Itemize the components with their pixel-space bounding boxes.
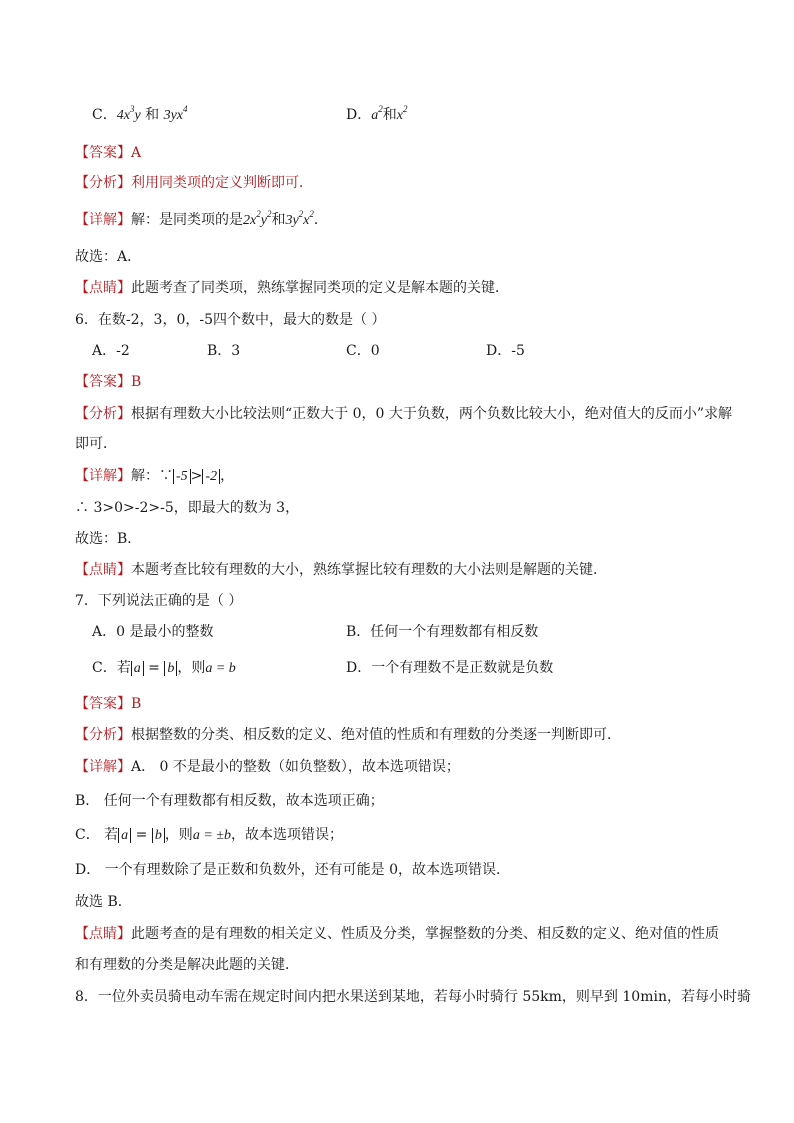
- q6-analysis-line2: 即可．: [75, 436, 117, 452]
- analysis-tag: 【分析】: [75, 406, 131, 422]
- abs-value: b: [152, 828, 165, 843]
- q7-detail-b: B． 任何一个有理数都有相反数，故本选项正确；: [75, 793, 384, 809]
- q7-comment-line2: 和有理数的分类是解决此题的关键．: [75, 957, 299, 973]
- abs-value: a: [118, 828, 131, 843]
- q5-answer: 【答案】A: [75, 145, 142, 161]
- q6-comment: 【点睛】本题考查比较有理数的大小，熟练掌握比较有理数的大小法则是解题的关键．: [75, 562, 607, 578]
- q6-choose: 故选：B．: [75, 531, 142, 547]
- analysis-tag: 【分析】: [75, 727, 131, 743]
- q7-comment-line1: 【点睛】此题考查的是有理数的相关定义、性质及分类，掌握整数的分类、相反数的定义、绝对值的性质: [75, 926, 719, 942]
- q7-choose: 故选 B．: [75, 894, 132, 910]
- q6-option-a: A．-2: [92, 343, 130, 359]
- q6-detail-line2: ∴ 3>0>-2>-5，即最大的数为 3，: [75, 500, 300, 516]
- q6-option-b: B．3: [207, 343, 241, 359]
- q7-option-a: A．0 是最小的整数: [92, 624, 214, 640]
- q7-detail-d: D． 一个有理数除了是正数和负数外，还有可能是 0，故本选项错误．: [75, 862, 511, 878]
- q7-detail-a: 【详解】A． 0 不是最小的整数（如负整数），故本选项错误；: [75, 759, 460, 775]
- q7-option-b: B．任何一个有理数都有相反数: [346, 624, 539, 640]
- q7-detail-c: C． 若 a = b ，则a = ±b，故本选项错误；: [75, 827, 343, 843]
- q7-answer: 【答案】B: [75, 696, 142, 712]
- q5-choose: 故选：A．: [75, 249, 142, 265]
- q6-analysis-line1: 【分析】根据有理数大小比较法则“正数大于 0，0 大于负数，两个负数比较大小，绝对值大的反而小”求解: [75, 406, 733, 422]
- q5-option-d: D．$a^2$和$x^2$: [346, 104, 408, 123]
- q6-stem: 6．在数-2，3，0，-5四个数中，最大的数是（ ）: [75, 312, 386, 328]
- abs-value: -2: [202, 469, 220, 484]
- q7-analysis: 【分析】根据整数的分类、相反数的定义、绝对值的性质和有理数的分类逐一判断即可．: [75, 727, 621, 743]
- comment-tag: 【点睛】: [75, 280, 131, 296]
- detail-tag: 【详解】: [75, 212, 131, 228]
- q7-option-d: D．一个有理数不是正数就是负数: [346, 660, 554, 676]
- q6-answer: 【答案】B: [75, 374, 142, 390]
- detail-tag: 【详解】: [75, 759, 131, 775]
- comment-tag: 【点睛】: [75, 562, 131, 578]
- comment-tag: 【点睛】: [75, 926, 131, 942]
- q5-detail: 【详解】解：是同类项的是$2x^2y^2$和$3y^2x^2$．: [75, 209, 328, 228]
- abs-value: -5: [173, 469, 191, 484]
- q6-option-c: C．0: [346, 343, 380, 359]
- q5-option-c: C．$4x^3y$ 和 $3yx^4$: [92, 104, 188, 123]
- analysis-tag: 【分析】: [75, 175, 131, 191]
- abs-value: a: [131, 661, 144, 676]
- q7-option-c: C．若 a = b ，则a = b: [92, 660, 236, 676]
- abs-value: b: [164, 661, 177, 676]
- q5-analysis: 【分析】利用同类项的定义判断即可．: [75, 175, 313, 191]
- q6-detail: 【详解】解：∵ -5 > -2 ，: [75, 468, 235, 484]
- q6-option-d: D．-5: [486, 343, 525, 359]
- q7-stem: 7．下列说法正确的是（ ）: [75, 593, 243, 609]
- q8-stem: 8．一位外卖员骑电动车需在规定时间内把水果送到某地，若每小时骑行 55km，则早到 10min，若每小时骑: [75, 989, 751, 1005]
- answer-tag: 【答案】: [75, 374, 131, 390]
- answer-tag: 【答案】: [75, 696, 131, 712]
- answer-tag: 【答案】: [75, 145, 131, 161]
- q5-comment: 【点睛】此题考查了同类项，熟练掌握同类项的定义是解本题的关键．: [75, 280, 509, 296]
- detail-tag: 【详解】: [75, 468, 131, 484]
